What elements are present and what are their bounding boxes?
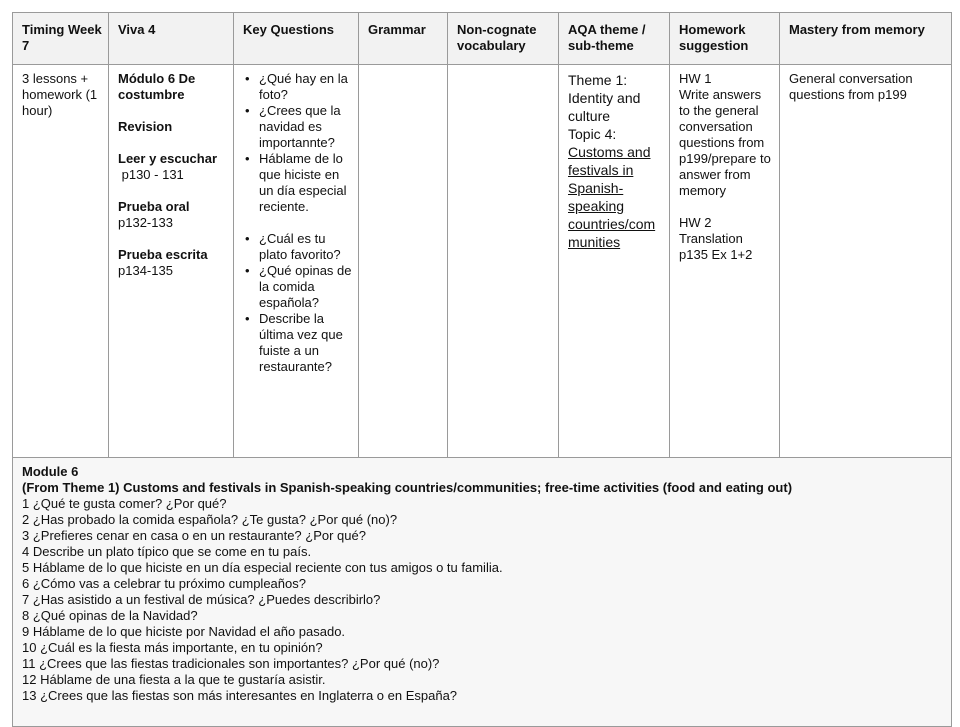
hw2-title: HW 2: [679, 215, 712, 230]
viva-revision: Revision: [118, 119, 173, 134]
conversation-question: 4 Describe un plato típico que se come en tu país.: [22, 544, 312, 559]
header-row: [13, 13, 952, 65]
module-cell: [13, 458, 952, 727]
conversation-question: 1 ¿Qué te gusta comer? ¿Por qué?: [22, 496, 227, 511]
list-item: • ¿Crees que la navidad es importannte?: [259, 103, 352, 151]
list-item: • ¿Cuál es tu plato favorito?: [259, 231, 352, 263]
aqa-theme-cell: [559, 65, 670, 458]
header-key-questions: Key Questions: [234, 13, 359, 65]
module-row: [13, 458, 952, 727]
viva-cell: [109, 65, 234, 458]
list-item: • Háblame de lo que hiciste en un día especial reciente.: [259, 151, 352, 215]
module-subtitle: (From Theme 1) Customs and festivals in Spanish-speaking countries/communities; free-time activities (food and eating out): [22, 480, 793, 495]
conversation-question: 9 Háblame de lo que hiciste por Navidad el año pasado.: [22, 624, 346, 639]
week-row: [13, 65, 952, 458]
header-grammar: Grammar: [359, 13, 448, 65]
conversation-question: 6 ¿Cómo vas a celebrar tu próximo cumpleaños?: [22, 576, 306, 591]
homework-cell: [670, 65, 780, 458]
conversation-question: 13 ¿Crees que las fiestas son más interesantes en Inglaterra o en España?: [22, 688, 458, 703]
viva-prueba-escrita: Prueba escrita: [118, 247, 208, 262]
viva-prueba-escrita-pages: p134-135: [118, 263, 173, 278]
viva-leer-pages: p130 - 131: [118, 167, 184, 182]
conversation-question: 8 ¿Qué opinas de la Navidad?: [22, 608, 198, 623]
module-title: Module 6: [22, 464, 79, 479]
mastery-cell: General conversation questions from p199: [780, 65, 952, 458]
conversation-question: 3 ¿Prefieres cenar en casa o en un restaurante? ¿Por qué?: [22, 528, 366, 543]
header-aqa-theme: AQA theme / sub-theme: [559, 13, 670, 65]
grammar-cell: [359, 65, 448, 458]
hw1-title: HW 1: [679, 71, 712, 86]
conversation-question: 5 Háblame de lo que hiciste en un día especial reciente con tus amigos o tu familia.: [22, 560, 503, 575]
hw1-text: Write answers to the general conversation questions from p199/prepare to answer from memory: [679, 87, 771, 198]
key-questions-cell: [234, 65, 359, 458]
key-questions-list: [243, 71, 352, 375]
list-item: • Describe la última vez que fuiste a un restaurante?: [259, 311, 352, 375]
header-homework: Homework suggestion: [670, 13, 780, 65]
conversation-question: 10 ¿Cuál es la fiesta más importante, en tu opinión?: [22, 640, 323, 655]
timing-cell: 3 lessons + homework (1 hour): [13, 65, 109, 458]
viva-module: Módulo 6 De costumbre: [118, 71, 196, 102]
list-item: • ¿Qué hay en la foto?: [259, 71, 352, 103]
conversation-question: 11 ¿Crees que las fiestas tradicionales son importantes? ¿Por qué (no)?: [22, 656, 440, 671]
scheme-of-work-table: [12, 12, 952, 727]
topic-name: Customs and festivals in Spanish-speaking countries/communities: [568, 144, 656, 250]
conversation-question: 2 ¿Has probado la comida española? ¿Te gusta? ¿Por qué (no)?: [22, 512, 398, 527]
theme-name: Theme 1: Identity and culture: [568, 72, 641, 124]
viva-leer: Leer y escuchar: [118, 151, 218, 166]
hw2-text: Translation p135 Ex 1+2: [679, 231, 753, 262]
list-item: • ¿Qué opinas de la comida española?: [259, 263, 352, 311]
viva-prueba-oral: Prueba oral: [118, 199, 190, 214]
header-mastery: Mastery from memory: [780, 13, 952, 65]
header-timing: Timing Week 7: [13, 13, 109, 65]
header-vocabulary: Non-cognate vocabulary: [448, 13, 559, 65]
viva-prueba-oral-pages: p132-133: [118, 215, 173, 230]
vocabulary-cell: [448, 65, 559, 458]
topic-label: Topic 4:: [568, 126, 617, 142]
conversation-question: 12 Háblame de una fiesta a la que te gustaría asistir.: [22, 672, 326, 687]
conversation-question: 7 ¿Has asistido a un festival de música? ¿Puedes describirlo?: [22, 592, 381, 607]
header-viva: Viva 4: [109, 13, 234, 65]
